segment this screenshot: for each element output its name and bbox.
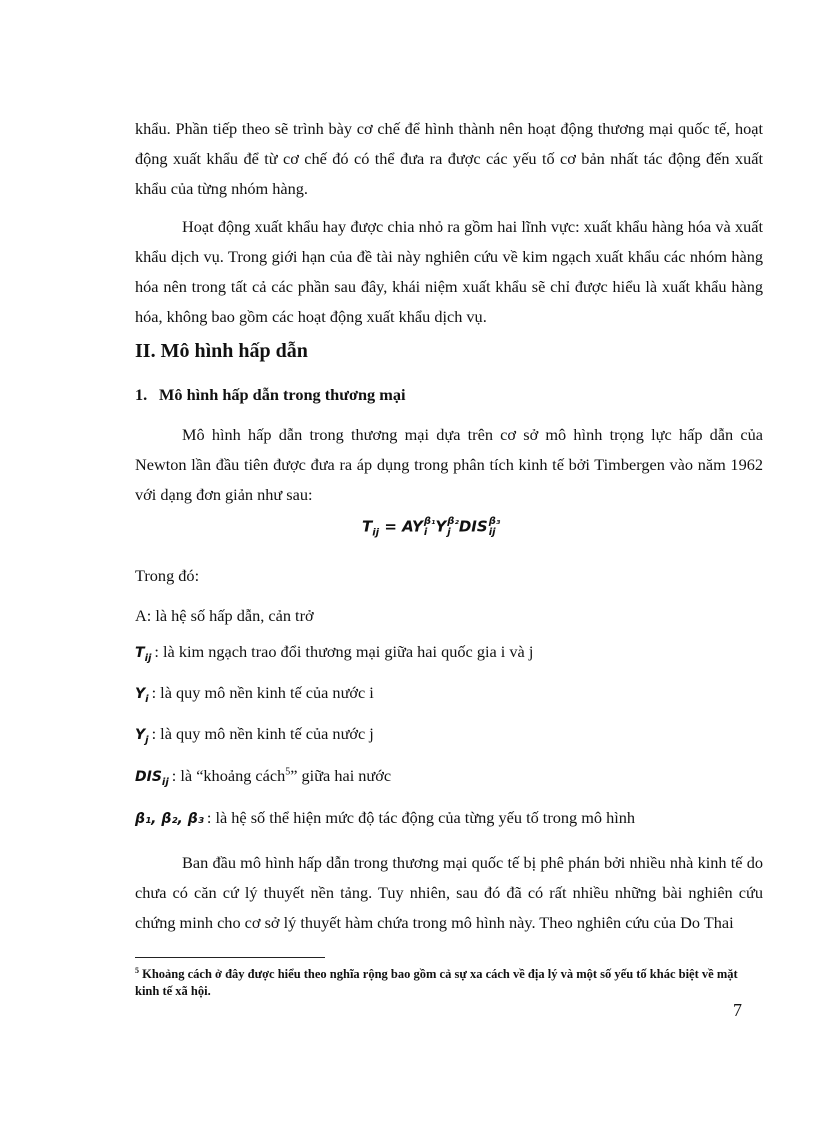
definition-dis-text: : là “khoảng cách — [171, 766, 286, 785]
formula-y1: Y — [412, 517, 423, 536]
formula-y2: Y — [435, 517, 447, 536]
formula-a: A — [402, 517, 412, 536]
where-label: Trong đó: — [135, 566, 200, 585]
definition-beta — [135, 808, 635, 828]
formula-y1-sub: i — [423, 527, 428, 538]
formula-dis-sub: ij — [488, 527, 496, 538]
model-paragraph: Mô hình hấp dẫn trong thương mại dựa trên cơ sở mô hình trọng lực hấp dẫn của Newton lần đầu tiên được đưa ra áp dụng trong phân tích kinh tế bởi Timbergen vào năm 1962 với dạng đơn giản như sau: — [135, 425, 763, 504]
intro-section — [135, 114, 763, 332]
subsection-number: 1. — [135, 385, 148, 404]
closing-section — [135, 848, 763, 938]
closing-paragraph: Ban đầu mô hình hấp dẫn trong thương mại quốc tế bị phê phán bởi nhiều nhà kinh tế do chưa có căn cứ lý thuyết nền tảng. Tuy nhiên, sau đó đã có rất nhiều những bài nghiên cứu chứng minh cho cơ sở lý thuyết hàm chứa trong mô hình này. Theo nghiên cứu của Do Thai — [135, 853, 763, 932]
definition-yi-text: : là quy mô nền kinh tế của nước i — [151, 683, 374, 702]
formula-y2-sup: β₂ — [447, 516, 459, 527]
definition-a: A: là hệ số hấp dẫn, cản trở — [135, 606, 314, 625]
formula-dis: DIS — [458, 517, 488, 536]
model-section — [135, 420, 763, 510]
formula-lhs-sub: ij — [372, 527, 380, 539]
definition-yi-symbol: $Y_i$ — [135, 686, 149, 705]
intro-paragraph-1: khẩu. Phần tiếp theo sẽ trình bày cơ chế để hình thành nên hoạt động thương mại quốc tế, hoạt động xuất khẩu để từ cơ chế đó có thể đưa ra được các yếu tố cơ bản nhất tác động đến xuất khẩu của từng nhóm hàng. — [135, 119, 763, 198]
footnote-text: Khoảng cách ở đây được hiểu theo nghĩa rộng bao gồm cả sự xa cách về địa lý và một số yếu tố khác biệt về mặt kinh tế xã hội. — [135, 967, 738, 999]
definition-beta-symbol: β₁, β₂, β₃ — [135, 811, 204, 827]
footnote-number: 5 — [135, 966, 139, 975]
formula-lhs: T — [362, 517, 373, 536]
definition-t — [135, 642, 533, 664]
definition-yj-symbol: $Y_j$ — [135, 727, 149, 746]
formula-equals: = — [379, 517, 403, 536]
definition-beta-text: : là hệ số thể hiện mức độ tác động của từng yếu tố trong mô hình — [206, 808, 636, 827]
gravity-formula — [362, 516, 500, 539]
definition-t-symbol: $T_{ij}$ — [135, 645, 152, 664]
definition-dis — [135, 766, 391, 788]
section-heading: II. Mô hình hấp dẫn — [135, 340, 308, 362]
subsection-title: Mô hình hấp dẫn trong thương mại — [159, 385, 406, 404]
definition-t-text: : là kim ngạch trao đổi thương mại giữa hai quốc gia i và j — [154, 642, 534, 661]
definition-dis-text-end: ” giữa hai nước — [290, 766, 392, 785]
intro-paragraph-2: Hoạt động xuất khẩu hay được chia nhỏ ra gồm hai lĩnh vực: xuất khẩu hàng hóa và xuất khẩu dịch vụ. Trong giới hạn của đề tài này nghiên cứu về kim ngạch xuất khẩu các nhóm hàng hóa nên trong tất cả các phần sau đây, khái niệm xuất khẩu sẽ chỉ được hiểu là xuất khẩu hàng hóa, không bao gồm các hoạt động xuất khẩu dịch vụ. — [135, 217, 763, 326]
footnote-ref: 5 — [285, 766, 291, 778]
definition-yj-text: : là quy mô nền kinh tế của nước j — [151, 724, 374, 743]
formula-y1-sup: β₁ — [423, 516, 436, 527]
definition-yj — [135, 724, 374, 746]
footnote-separator — [135, 957, 325, 958]
definition-dis-symbol: $DIS_{ij}$ — [135, 769, 169, 788]
formula-dis-sup: β₃ — [488, 516, 501, 527]
page-number: 7 — [733, 1000, 742, 1020]
definition-yi — [135, 683, 374, 705]
footnote — [135, 962, 763, 1000]
formula-y2-sub: j — [447, 527, 451, 538]
subsection-heading — [135, 385, 406, 405]
